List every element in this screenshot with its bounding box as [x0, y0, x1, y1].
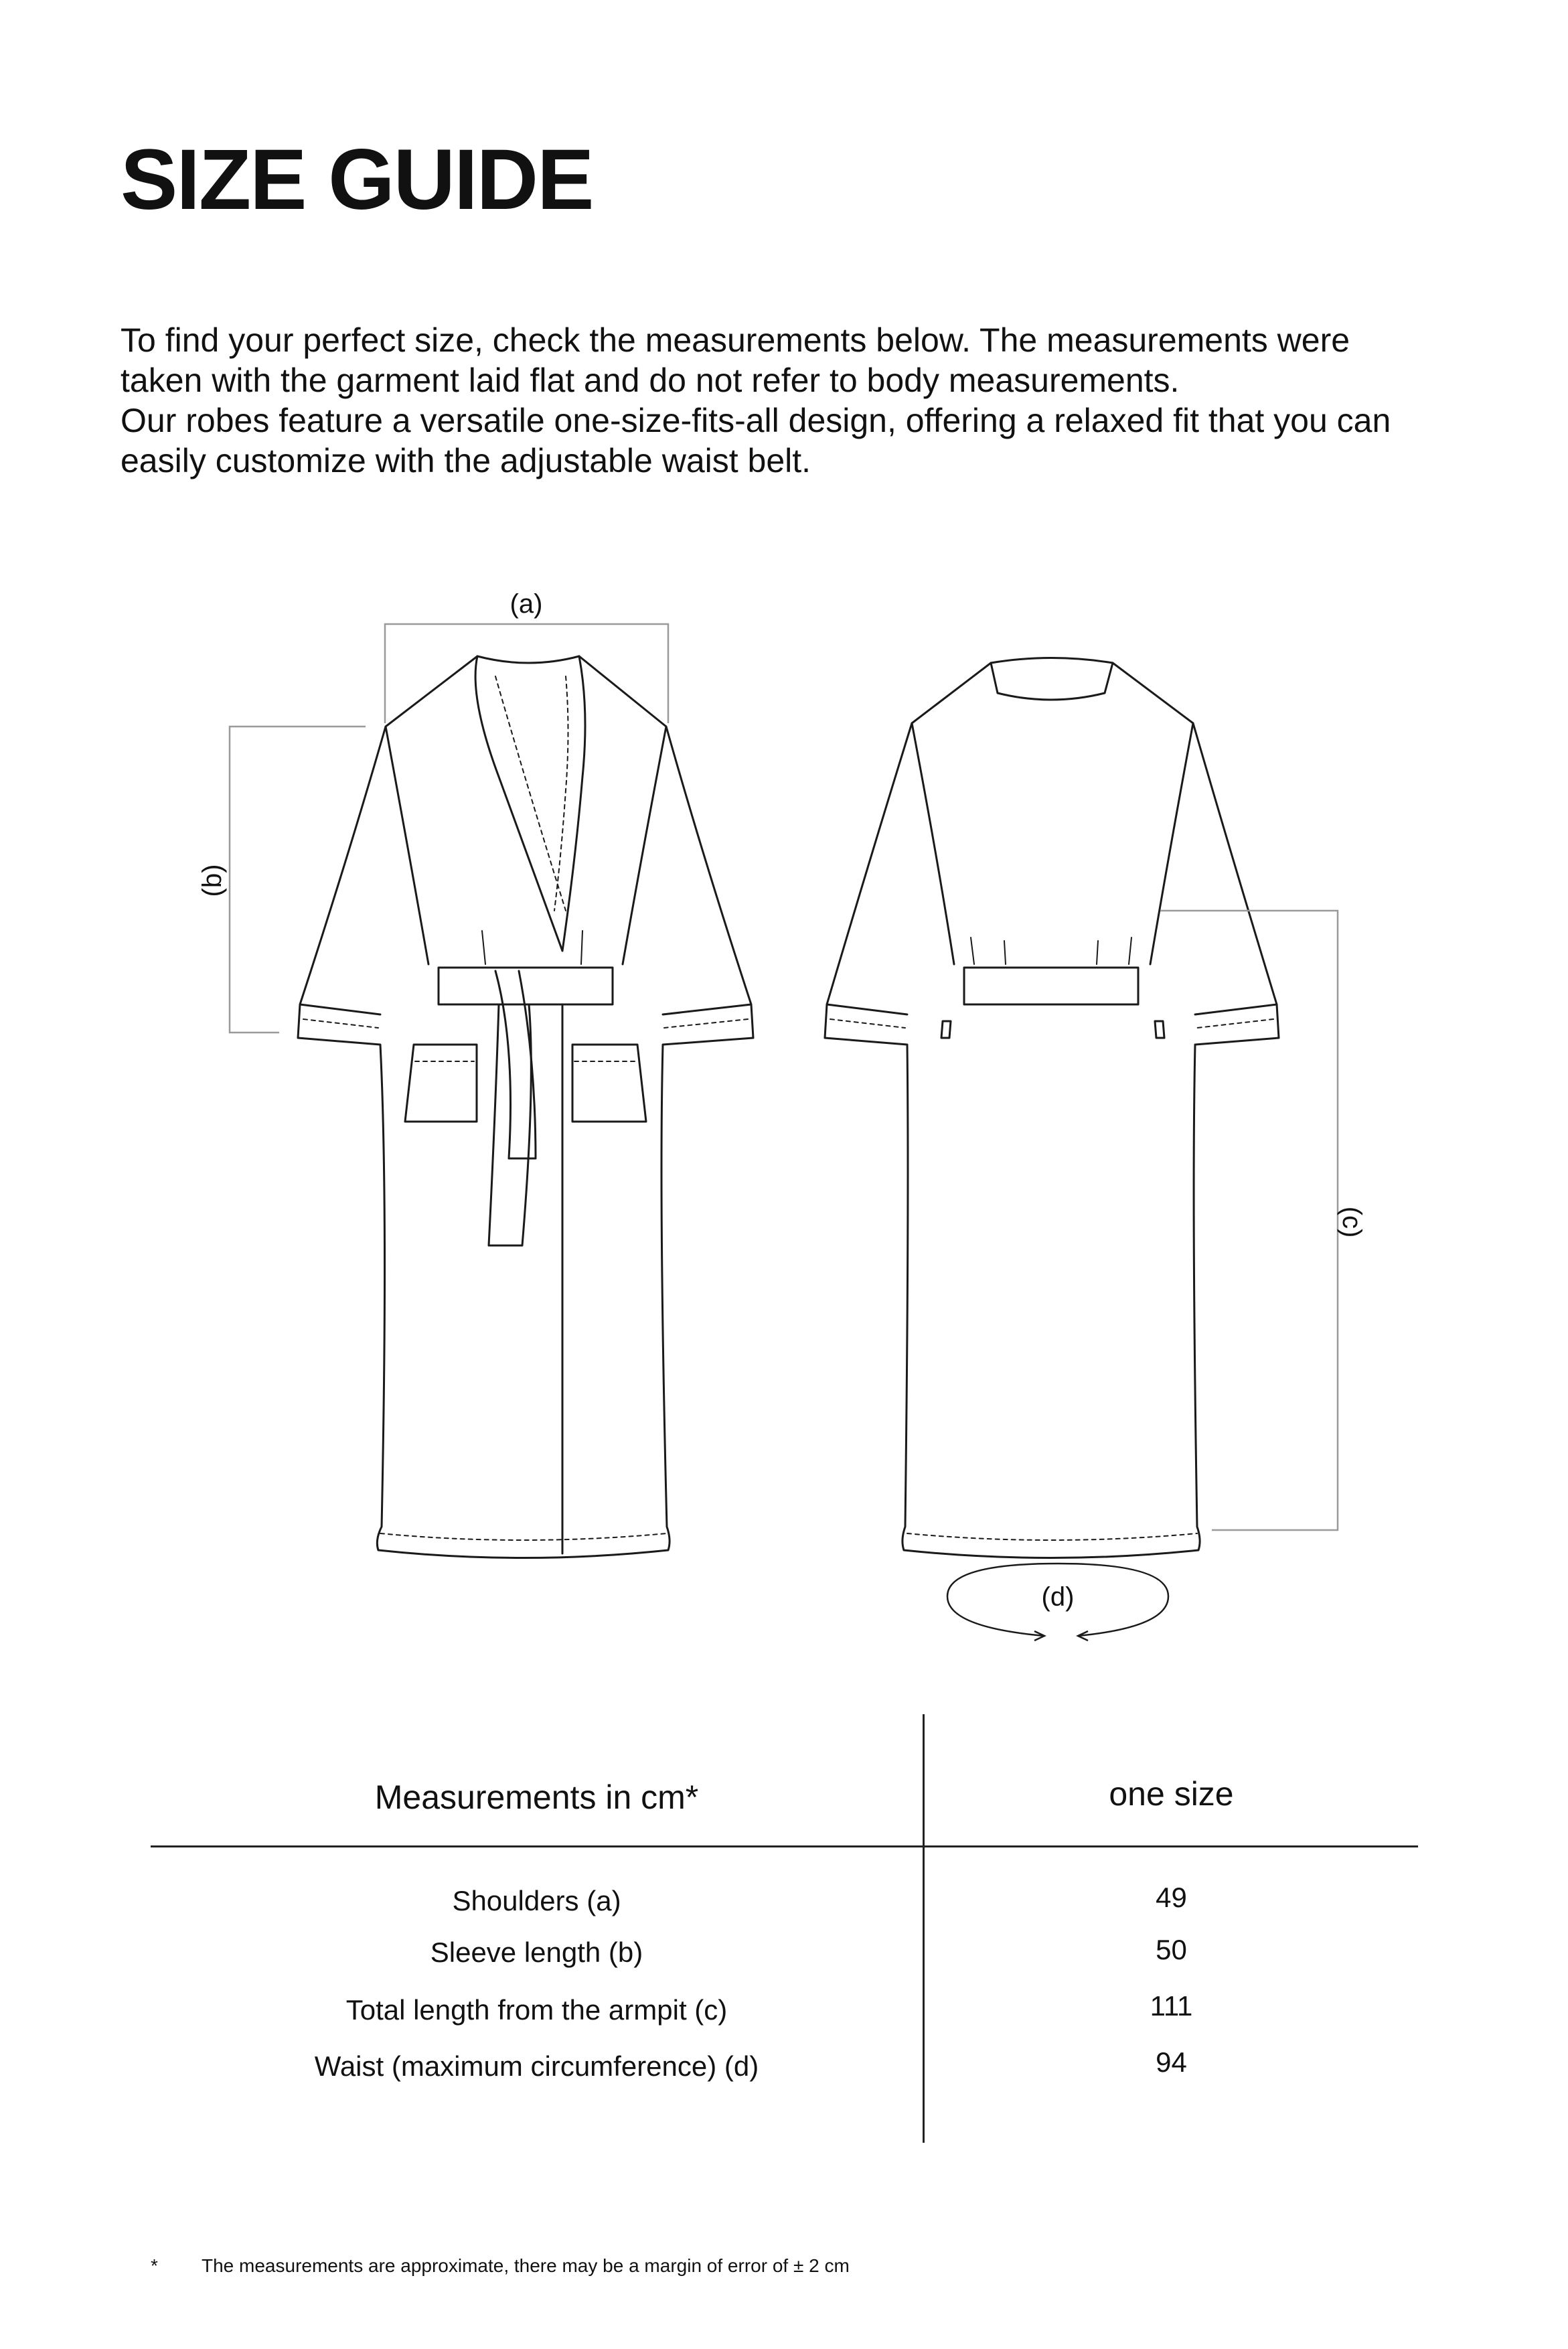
row-label-shoulders: Shoulders (a): [452, 1885, 621, 1916]
intro-line: easily customize with the adjustable waist belt.: [121, 442, 811, 479]
measurement-table: [0, 1714, 1568, 2143]
robe-back-illustration: [825, 658, 1279, 1558]
measure-line-c: [1160, 911, 1338, 1530]
table-header-size: one size: [1109, 1775, 1234, 1813]
footnote-text: The measurements are approximate, there may be a margin of error of ± 2 cm: [202, 2255, 850, 2276]
table-divider-horizontal: [151, 1845, 1418, 1847]
row-label-waist: Waist (maximum circumference) (d): [314, 2050, 759, 2082]
row-value-total-length: 111: [1150, 1990, 1193, 2022]
table-header-measurements: Measurements in cm*: [374, 1778, 699, 1816]
robe-front-illustration: [298, 656, 753, 1558]
row-value-sleeve: 50: [1156, 1934, 1187, 1965]
intro-line: To find your perfect size, check the measurements below. The measurements were: [121, 321, 1350, 359]
label-c: (c): [1337, 1206, 1366, 1238]
row-label-sleeve: Sleeve length (b): [430, 1937, 643, 1968]
row-value-shoulders: 49: [1156, 1882, 1187, 1913]
robe-diagram-svg: [0, 576, 1568, 1674]
intro-text: [121, 320, 1460, 481]
intro-line: taken with the garment laid flat and do not refer to body measurements.: [121, 362, 1180, 399]
row-label-total-length: Total length from the armpit (c): [345, 1994, 728, 2026]
label-a: (a): [509, 589, 543, 619]
label-d: (d): [1041, 1582, 1075, 1612]
footnote-marker: *: [151, 2255, 158, 2276]
measure-line-b: [230, 727, 366, 1033]
measure-line-a: [385, 624, 668, 723]
page-title: SIZE GUIDE: [121, 132, 593, 228]
robe-diagram: [0, 576, 1568, 1674]
intro-line: Our robes feature a versatile one-size-fits-all design, offering a relaxed fit that you can: [121, 402, 1391, 439]
row-value-waist: 94: [1156, 2046, 1187, 2078]
label-b: (b): [198, 864, 227, 897]
